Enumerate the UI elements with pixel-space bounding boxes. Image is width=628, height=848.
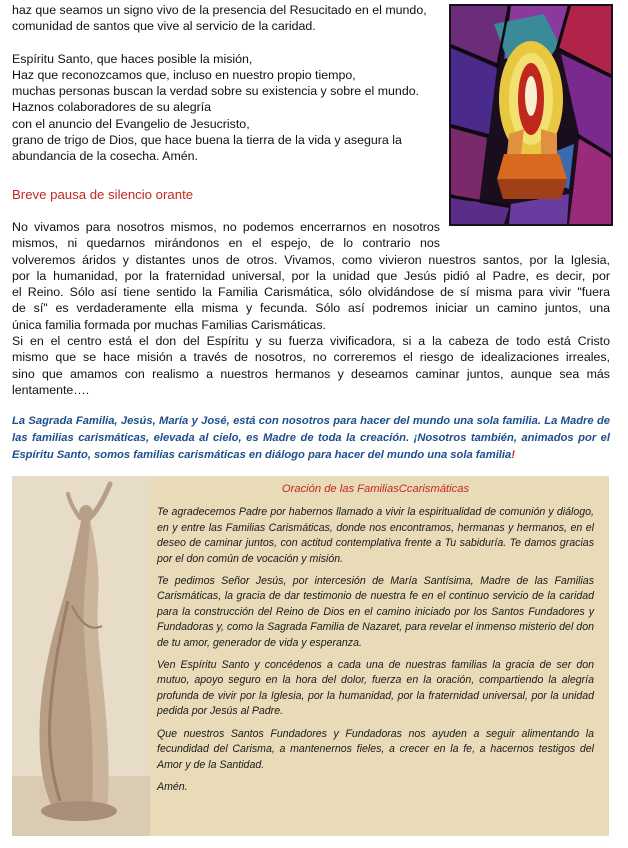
stained-glass-image <box>449 4 613 226</box>
prayer-title: Oración de las FamiliasCcarismáticas <box>281 483 470 495</box>
body-line: Si en el centro está el don del Espíritu y su fuerza vivificadora, si a la cabeza de todo está Cristo <box>12 334 610 349</box>
body-line: de sí" es verdaderamente ella misma y fecunda. Sólo así podremos iniciar un camino juntos, una <box>12 301 610 316</box>
intro-line: Haz que reconozcamos que, incluso en nuestro propio tiempo, <box>12 67 356 82</box>
prayer-paragraph: Amén. <box>157 780 188 793</box>
prayer-text <box>157 476 594 802</box>
prayer-panel <box>12 476 609 836</box>
prayer-paragraph: Te pedimos Señor Jesús, por intercesión de María Santísima, Madre de las Familias Carismáticas, la gracia de dar testimonio de nuestra fe en el continuo servicio de la caridad para la construcción del Reino de Dios en el camino iniciado por los Santos Fundadores y Fundadoras y, como la Sagrada Familia de Nazaret, para revelar el inmenso misterio del don de tu amor, generador de vida y esperanza. <box>157 575 594 649</box>
statue-image <box>12 476 150 836</box>
body-line: mismo que se hace misión a través de nosotros, no correremos el riesgo de idealizaciones irreales, <box>12 350 610 365</box>
intro-line: comunidad de santos que vive al servicio de la caridad. <box>12 19 316 34</box>
body-line: volveremos áridos y distantes unos de otros. Vivamos, como vivieron nuestros santos, por la Iglesia, <box>12 252 610 267</box>
body-line: única familia formada por muchas Familias Carismáticas. <box>12 317 327 332</box>
quote-exclamation: ! <box>511 449 515 461</box>
quote-text: La Sagrada Familia, Jesús, María y José, está con nosotros para hacer del mundo una sola familia. La Madre de las familias carismáticas, elevada al cielo, es Madre de toda la creación. ¡Nosotros también, animados por el Espíritu Santo, somos familias carismáticas en diálogo para hacer del mundo una sola familia <box>12 415 610 461</box>
body-line: el Reino. Sólo así tiene sentido la Familia Carismática, sólo olvidándose de sí misma para vivir "fuera <box>12 285 610 300</box>
intro-line: Haznos colaboradores de su alegría <box>12 100 212 115</box>
section-heading: Breve pausa de silencio orante <box>12 187 194 202</box>
intro-prayer-text <box>12 2 440 165</box>
body-line: sino que amamos con realismo a nuestros hermanos y deseamos caminar juntos, aunque sea más <box>12 366 610 381</box>
intro-line: Espíritu Santo, que haces posible la misión, <box>12 51 253 66</box>
prayer-paragraph: Que nuestros Santos Fundadores y Fundadoras nos ayuden a seguir alimentando la fecundidad del Carisma, a mantenernos fieles, a crecer en la fe, a hacernos testigos del Amor y de la Santidad. <box>157 727 594 771</box>
intro-line: abundancia de la cosecha. Amén. <box>12 149 198 164</box>
body-line: por la humanidad, por la fraternidad universal, por la unidad que Jesús pidió al Padre, es decir, por <box>12 268 610 283</box>
intro-line: con el anuncio del Evangelio de Jesucristo, <box>12 116 250 131</box>
body-line: lentamente…. <box>12 382 90 397</box>
intro-line: grano de trigo de Dios, que hace buena la tierra de la vida y asegura la <box>12 133 402 148</box>
highlight-quote <box>12 413 610 464</box>
prayer-paragraph: Ven Espíritu Santo y concédenos a cada una de nuestras familias la gracia de ser don mutuo, apoyo seguro en la hora del dolor, fuerza en la oración, compartiendo la alegría profunda de vivir por la Iglesia, por la humanidad, por la fraternidad universal, por la unidad pedida por Jesús al Padre. <box>157 659 594 718</box>
intro-line: muchas personas buscan la verdad sobre su existencia y sobre el mundo. <box>12 84 420 99</box>
body-line: mismos, ni quedarnos mirándonos en el espejo, de lo contrario nos <box>12 236 440 251</box>
intro-line: haz que seamos un signo vivo de la presencia del Resucitado en el mundo, <box>12 3 427 17</box>
body-line: No vivamos para nosotros mismos, no podemos encerrarnos en nosotros <box>12 220 440 234</box>
prayer-paragraph: Te agradecemos Padre por habernos llamado a vivir la espiritualidad de comunión y diálogo, en y entre las Familias Carismáticas, donde nos encontramos, hermanas y hermanos, en el deseo de caminar juntos, con actitud contemplativa frente a Tu sabiduría. Te damos gracias por el don común de vocación y misión. <box>157 506 594 565</box>
reflection-text <box>12 219 610 398</box>
